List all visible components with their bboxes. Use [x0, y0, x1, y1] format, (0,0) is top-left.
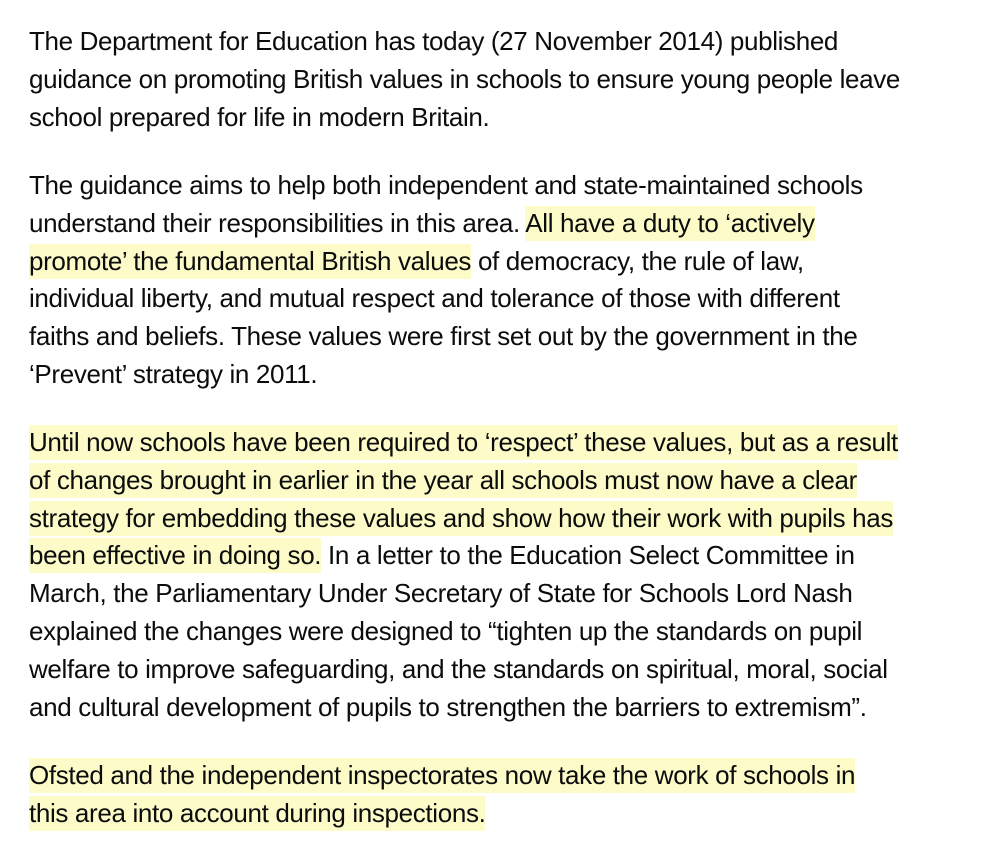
text-line	[29, 462, 994, 500]
text-segment: In a letter to the Education Select Committee in	[321, 540, 855, 571]
paragraph-3	[29, 424, 994, 726]
highlighted-text: promote’ the fundamental British values	[29, 244, 471, 279]
text-line	[29, 795, 994, 833]
highlighted-text: All have a duty to ‘actively	[525, 206, 814, 241]
text-segment: and cultural development of pupils to strengthen the barriers to extremism”.	[29, 691, 867, 722]
text-segment: The guidance aims to help both independent and state-maintained schools	[29, 170, 863, 200]
text-line	[29, 243, 994, 281]
text-segment: ‘Prevent’ strategy in 2011.	[29, 358, 318, 389]
highlighted-text: Until now schools have been required to ‘respect’ these values, but as a result	[29, 425, 898, 460]
text-segment: understand their responsibilities in this area.	[29, 207, 526, 238]
paragraph-2	[29, 167, 994, 394]
text-line	[29, 424, 994, 462]
text-line	[29, 280, 994, 318]
text-segment: welfare to improve safeguarding, and the standards on spiritual, moral, social	[29, 653, 888, 684]
text-line	[29, 757, 994, 795]
paragraph-1	[29, 23, 994, 136]
text-segment: of democracy, the rule of law,	[471, 245, 804, 276]
text-segment: guidance on promoting British values in schools to ensure young people leave	[29, 63, 900, 94]
text-line	[29, 23, 994, 61]
highlighted-text: this area into account during inspections.	[29, 796, 485, 831]
text-line	[29, 500, 994, 538]
text-line	[29, 613, 994, 651]
text-segment: explained the changes were designed to “tighten up the standards on pupil	[29, 615, 863, 646]
paragraph-4	[29, 757, 994, 833]
text-segment: March, the Parliamentary Under Secretary of State for Schools Lord Nash	[29, 578, 853, 609]
highlighted-text: of changes brought in earlier in the year all schools must now have a clear	[29, 463, 857, 498]
text-line	[29, 205, 994, 243]
text-line	[29, 61, 994, 99]
text-segment: The Department for Education has today (27 November 2014) published	[29, 26, 839, 56]
text-line	[29, 537, 994, 575]
text-segment: individual liberty, and mutual respect and tolerance of those with different	[29, 283, 840, 314]
text-line	[29, 167, 994, 205]
text-line	[29, 689, 994, 727]
text-line	[29, 318, 994, 356]
text-line	[29, 356, 994, 394]
text-line	[29, 575, 994, 613]
highlighted-text: been effective in doing so.	[29, 538, 321, 573]
text-line	[29, 99, 994, 137]
text-segment: faiths and beliefs. These values were first set out by the government in the	[29, 321, 858, 352]
text-segment: school prepared for life in modern Britain.	[29, 101, 490, 132]
highlighted-text: Ofsted and the independent inspectorates now take the work of schools in	[29, 758, 855, 793]
highlighted-text: strategy for embedding these values and show how their work with pupils has	[29, 501, 893, 536]
text-line	[29, 651, 994, 689]
